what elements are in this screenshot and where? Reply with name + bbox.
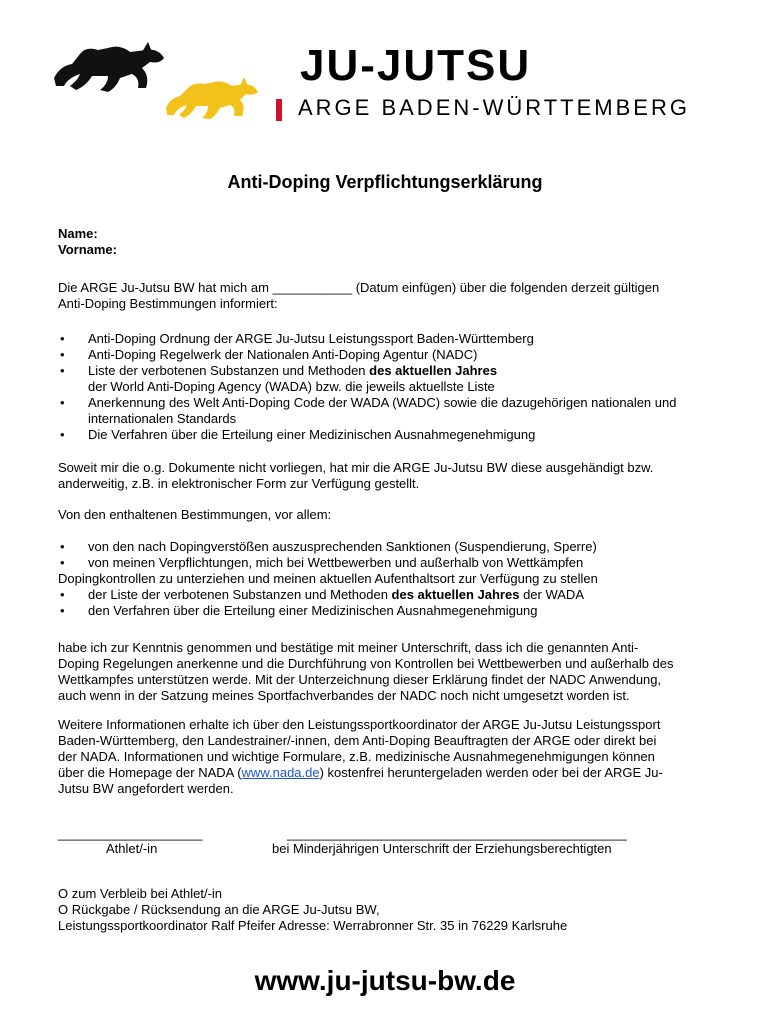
list-item-text: Anti-Doping Regelwerk der Nationalen Anti-Doping Agentur (NADC) [88, 347, 478, 362]
list-item-continuation: Dopingkontrollen zu unterziehen und meinen aktuellen Aufenthaltsort zur Verfügung zu stellen [58, 571, 598, 586]
black-lion-logo-icon [50, 38, 170, 98]
list-item-text: internationalen Standards [88, 411, 237, 426]
paragraph-line: habe ich zur Kenntnis genommen und bestätige mit meiner Unterschrift, dass ich die genannten Anti- [58, 640, 639, 655]
paragraph-line: Jutsu BW angefordert werden. [58, 781, 234, 796]
list-item [58, 347, 738, 363]
regulations-list [58, 331, 738, 443]
paragraph-line: Weitere Informationen erhalte ich über den Leistungssportkoordinator der ARGE Ju-Jutsu Leistungssport [58, 717, 661, 732]
list-item [58, 331, 738, 347]
list-item-text: von meinen Verpflichtungen, mich bei Wettbewerben und außerhalb von Wettkämpfen [88, 555, 584, 570]
von-den-paragraph: Von den enthaltenen Bestimmungen, vor allem: [58, 507, 332, 522]
info-paragraph [58, 717, 738, 797]
list-item [58, 603, 738, 619]
nada-link[interactable]: www.nada.de [241, 765, 320, 780]
paragraph-text: ) kostenfrei heruntergeladen werden oder bei der ARGE Ju- [319, 765, 663, 780]
guardian-signature-line[interactable]: _______________________________________________ [287, 826, 627, 841]
list-item-text: der Liste der verbotenen Substanzen und Methoden [88, 587, 392, 602]
list-item-text: den Verfahren über die Erteilung einer Medizinischen Ausnahmegenehmigung [88, 603, 538, 618]
document-title: Anti-Doping Verpflichtungserklärung [227, 172, 543, 192]
list-item [58, 395, 738, 427]
list-item-emphasis: des aktuellen Jahres [391, 587, 520, 602]
list-item [58, 539, 738, 555]
vorname-label: Vorname: [58, 242, 117, 257]
footer-website-link[interactable]: www.ju-jutsu-bw.de [254, 965, 516, 996]
return-options [58, 886, 738, 934]
provisions-list [58, 539, 738, 619]
list-item-text: der World Anti-Doping Agency (WADA) bzw. die jeweils aktuellste Liste [88, 379, 495, 394]
guardian-signature-label: bei Minderjährigen Unterschrift der Erziehungsberechtigten [272, 841, 612, 856]
intro-line: Anti-Doping Bestimmungen informiert: [58, 296, 278, 311]
list-item [58, 587, 738, 603]
option-keep[interactable]: O zum Verbleib bei Athlet/-in [58, 886, 223, 901]
list-item [58, 363, 738, 395]
intro-line: Die ARGE Ju-Jutsu BW hat mich am ___________ (Datum einfügen) über die folgenden derzeit gültigen [58, 280, 660, 295]
paragraph-line [58, 765, 738, 781]
brand-accent-bar [276, 99, 282, 121]
soweit-paragraph [58, 460, 738, 492]
return-address: Leistungssportkoordinator Ralf Pfeifer Adresse: Werrabronner Str. 35 in 76229 Karlsruhe [58, 918, 568, 933]
paragraph-text: über die Homepage der NADA ( [58, 765, 242, 780]
option-return[interactable]: O Rückgabe / Rücksendung an die ARGE Ju-Jutsu BW, [58, 902, 380, 917]
list-item [58, 555, 738, 571]
list-item-text: Anerkennung des Welt Anti-Doping Code der WADA (WADC) sowie die dazugehörigen nationalen und [88, 395, 677, 410]
paragraph-line: anderweitig, z.B. in elektronischer Form zur Verfügung gestellt. [58, 476, 420, 491]
list-item-emphasis: des aktuellen Jahres [369, 363, 498, 378]
yellow-lion-logo-icon [162, 74, 262, 124]
paragraph-line: Soweit mir die o.g. Dokumente nicht vorliegen, hat mir die ARGE Ju-Jutsu BW diese ausgehändigt bzw. [58, 460, 654, 475]
paragraph-line: Baden-Württemberg, den Landestrainer/-innen, dem Anti-Doping Beauftragten der ARGE oder direkt bei [58, 733, 657, 748]
brand-subtitle: ARGE BADEN-WÜRTTEMBERG [298, 95, 690, 120]
name-label: Name: [58, 226, 98, 241]
confirmation-paragraph [58, 640, 738, 704]
paragraph-line: Wettkampfes unterstützen werde. Mit der Unterzeichnung dieser Erklärung findet der NADC Anwendung, [58, 672, 662, 687]
list-item-text: der WADA [519, 587, 584, 602]
brand-title: JU-JUTSU [300, 41, 532, 90]
athlete-signature-label: Athlet/-in [106, 841, 158, 856]
list-item-text: Die Verfahren über die Erteilung einer Medizinischen Ausnahmegenehmigung [88, 427, 536, 442]
paragraph-line: der NADA. Informationen und wichtige Formulare, z.B. medizinische Ausnahmegenehmigungen können [58, 749, 655, 764]
intro-paragraph [58, 280, 738, 312]
paragraph-line: auch wenn in der Satzung meines Sportfachverbandes der NADC noch nicht umgesetzt worden ist. [58, 688, 630, 703]
list-item [58, 427, 738, 443]
list-item-text: Liste der verbotenen Substanzen und Methoden [88, 363, 370, 378]
paragraph-line: Doping Regelungen anerkenne und die Durchführung von Kontrollen bei Wettbewerben und außerhalb des [58, 656, 674, 671]
list-item-text: von den nach Dopingverstößen auszusprechenden Sanktionen (Suspendierung, Sperre) [88, 539, 597, 554]
athlete-signature-line[interactable]: ____________________ [58, 826, 203, 841]
list-item-text: Anti-Doping Ordnung der ARGE Ju-Jutsu Leistungssport Baden-Württemberg [88, 331, 534, 346]
